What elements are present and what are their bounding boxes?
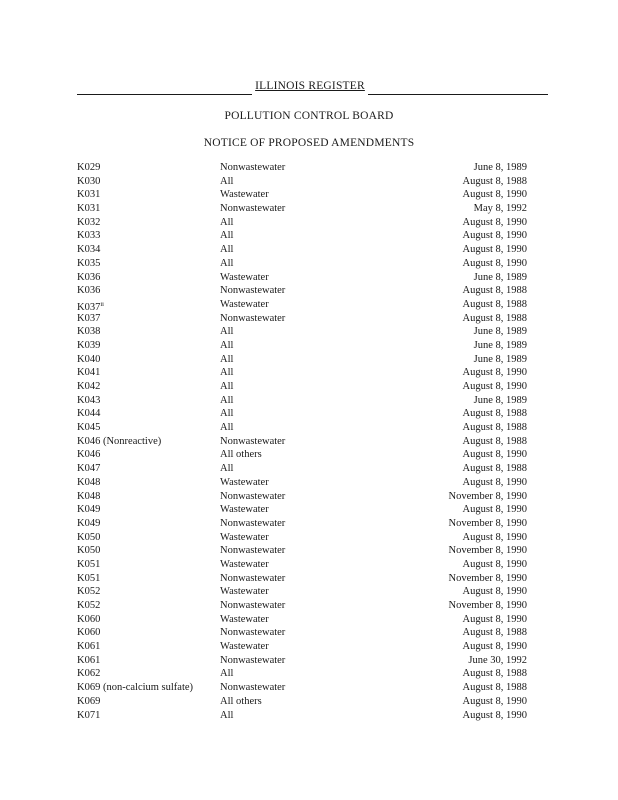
- waste-code: K033: [77, 230, 101, 242]
- waste-code: K041: [77, 367, 101, 379]
- waste-code: K071: [77, 709, 101, 721]
- waste-code: K069 (non-calcium sulfate): [77, 682, 194, 694]
- table-row: [77, 421, 527, 435]
- waste-type: Nonwastewater: [220, 285, 286, 297]
- table-row: [77, 709, 527, 723]
- waste-type: Nonwastewater: [220, 490, 286, 502]
- effective-date: June 30, 1992: [468, 654, 527, 666]
- waste-code: K045: [77, 422, 101, 434]
- table-row: [77, 339, 527, 353]
- waste-code: K040: [77, 353, 101, 365]
- effective-date: June 8, 1989: [473, 339, 527, 351]
- table-row: [77, 599, 527, 613]
- effective-date: June 8, 1989: [473, 326, 527, 338]
- effective-date: August 8, 1988: [462, 627, 527, 639]
- table-row: [77, 626, 527, 640]
- waste-type: All: [220, 353, 234, 365]
- register-title: ILLINOIS REGISTER: [255, 80, 365, 92]
- effective-date: August 8, 1990: [462, 367, 527, 379]
- waste-code: K061: [77, 641, 101, 653]
- table-row: [77, 462, 527, 476]
- table-row: [77, 407, 527, 421]
- effective-date: June 8, 1989: [473, 162, 527, 173]
- notice-title: NOTICE OF PROPOSED AMENDMENTS: [203, 137, 415, 149]
- waste-code: K051: [77, 558, 101, 570]
- effective-date: August 8, 1988: [462, 175, 527, 187]
- table-row: [77, 435, 527, 449]
- waste-type: All: [220, 339, 234, 351]
- effective-date: August 8, 1990: [462, 230, 527, 242]
- waste-type: Nonwastewater: [220, 312, 286, 324]
- effective-date: August 8, 1988: [462, 668, 527, 680]
- table-row: [77, 380, 527, 394]
- effective-date: August 8, 1988: [462, 285, 527, 297]
- waste-code: K030: [77, 175, 101, 187]
- table-row: [77, 613, 527, 627]
- waste-type: Wastewater: [220, 641, 269, 653]
- waste-code: K034: [77, 244, 101, 256]
- waste-type: All: [220, 175, 234, 187]
- table-row: [77, 476, 527, 490]
- effective-date: November 8, 1990: [448, 545, 527, 557]
- waste-type: All: [220, 367, 234, 379]
- effective-date: August 8, 1990: [462, 504, 527, 516]
- waste-type: Wastewater: [220, 531, 269, 543]
- waste-type: All: [220, 422, 234, 434]
- waste-type: All: [220, 381, 234, 392]
- table-row: [77, 667, 527, 681]
- header-rule-left: [77, 94, 252, 95]
- table-row: [77, 503, 527, 517]
- effective-date: August 8, 1990: [462, 531, 527, 543]
- table-row: [77, 448, 527, 462]
- waste-code: K046: [77, 449, 101, 461]
- waste-type: All others: [220, 695, 262, 707]
- table-row: [77, 243, 527, 257]
- effective-date: August 8, 1988: [462, 435, 527, 447]
- waste-code: K060: [77, 613, 101, 625]
- effective-date: August 8, 1988: [462, 682, 527, 694]
- waste-type: Nonwastewater: [220, 682, 286, 694]
- effective-date: August 8, 1988: [462, 422, 527, 434]
- waste-type: Wastewater: [220, 189, 269, 201]
- table-row: [77, 271, 527, 285]
- waste-type: All: [220, 408, 234, 420]
- waste-code: K031: [77, 189, 101, 201]
- waste-type: Nonwastewater: [220, 162, 286, 173]
- effective-date: November 8, 1990: [448, 490, 527, 502]
- effective-date: June 8, 1989: [473, 394, 527, 406]
- table-row: [77, 490, 527, 504]
- table-row: [77, 544, 527, 558]
- waste-type: Wastewater: [220, 613, 269, 625]
- waste-code: K069: [77, 695, 101, 707]
- effective-date: June 8, 1989: [473, 271, 527, 283]
- waste-code: K050: [77, 545, 101, 557]
- waste-code: K043: [77, 394, 101, 406]
- waste-code: K036: [77, 271, 101, 283]
- waste-code: K048: [77, 476, 101, 488]
- table-row: [77, 681, 527, 695]
- waste-code: K049: [77, 517, 101, 529]
- table-row: [77, 353, 527, 367]
- waste-code: K032: [77, 216, 101, 228]
- waste-code: K044: [77, 408, 101, 420]
- effective-date: August 8, 1988: [462, 463, 527, 475]
- table-row: [77, 695, 527, 709]
- effective-date: August 8, 1988: [462, 312, 527, 324]
- waste-type: All: [220, 394, 234, 406]
- waste-type: All others: [220, 449, 262, 461]
- effective-date: August 8, 1990: [462, 709, 527, 721]
- table-row: [77, 202, 527, 216]
- effective-date: August 8, 1990: [462, 613, 527, 625]
- waste-type: All: [220, 326, 234, 338]
- table-row: [77, 572, 527, 586]
- waste-code: K031: [77, 203, 101, 215]
- waste-type: Wastewater: [220, 558, 269, 570]
- waste-type: Nonwastewater: [220, 627, 286, 639]
- waste-type: Wastewater: [220, 476, 269, 488]
- waste-code: K050: [77, 531, 101, 543]
- table-row: [77, 161, 527, 175]
- waste-code: K049: [77, 504, 101, 516]
- table-row: [77, 517, 527, 531]
- table-row: [77, 558, 527, 572]
- effective-date: August 8, 1988: [462, 408, 527, 420]
- effective-date: August 8, 1990: [462, 586, 527, 598]
- effective-date: June 8, 1989: [473, 353, 527, 365]
- footnote-marker: ii: [100, 300, 104, 308]
- table-row: [77, 531, 527, 545]
- waste-code: K052: [77, 586, 101, 598]
- waste-type: Wastewater: [220, 586, 269, 598]
- waste-type: All: [220, 463, 234, 475]
- waste-code-table: [77, 161, 527, 722]
- waste-code: K046 (Nonreactive): [77, 435, 162, 447]
- waste-code: K042: [77, 381, 101, 392]
- waste-type: Nonwastewater: [220, 600, 286, 611]
- table-row: [77, 257, 527, 271]
- table-row: [77, 216, 527, 230]
- waste-code: K052: [77, 600, 101, 611]
- table-row: [77, 585, 527, 599]
- waste-code: K037: [77, 312, 101, 324]
- header-rule-right: [368, 94, 548, 95]
- effective-date: August 8, 1990: [462, 244, 527, 256]
- waste-type: All: [220, 216, 234, 228]
- effective-date: August 8, 1990: [462, 695, 527, 707]
- waste-type: All: [220, 230, 234, 242]
- effective-date: August 8, 1990: [462, 558, 527, 570]
- table-row: [77, 654, 527, 668]
- table-row: [77, 366, 527, 380]
- waste-type: All: [220, 709, 234, 721]
- table-row: [77, 175, 527, 189]
- table-row: [77, 312, 527, 326]
- waste-type: All: [220, 244, 234, 256]
- effective-date: November 8, 1990: [448, 572, 527, 584]
- waste-type: Nonwastewater: [220, 572, 286, 584]
- waste-code: K039: [77, 339, 101, 351]
- waste-type: Wastewater: [220, 504, 269, 516]
- effective-date: August 8, 1990: [462, 476, 527, 488]
- table-row: [77, 298, 527, 312]
- waste-type: Nonwastewater: [220, 517, 286, 529]
- waste-type: Wastewater: [220, 298, 269, 310]
- waste-code: K029: [77, 162, 101, 173]
- effective-date: May 8, 1992: [473, 203, 527, 215]
- waste-code: K048: [77, 490, 101, 502]
- table-row: [77, 188, 527, 202]
- effective-date: August 8, 1990: [462, 641, 527, 653]
- waste-code: K062: [77, 668, 101, 680]
- waste-code: K060: [77, 627, 101, 639]
- table-row: [77, 229, 527, 243]
- effective-date: August 8, 1990: [462, 381, 527, 392]
- effective-date: August 8, 1990: [462, 216, 527, 228]
- effective-date: August 8, 1990: [462, 449, 527, 461]
- table-row: [77, 284, 527, 298]
- table-row: [77, 394, 527, 408]
- effective-date: November 8, 1990: [448, 600, 527, 611]
- waste-type: All: [220, 257, 234, 269]
- waste-code: K037$^{ii}$: [77, 300, 104, 313]
- waste-code: K051: [77, 572, 101, 584]
- board-title: POLLUTION CONTROL BOARD: [224, 110, 394, 122]
- waste-type: Nonwastewater: [220, 203, 286, 215]
- waste-code: K036: [77, 285, 101, 297]
- waste-type: Nonwastewater: [220, 435, 286, 447]
- effective-date: November 8, 1990: [448, 517, 527, 529]
- waste-code: K047: [77, 463, 101, 475]
- effective-date: August 8, 1990: [462, 257, 527, 269]
- waste-type: Nonwastewater: [220, 654, 286, 666]
- effective-date: August 8, 1988: [462, 298, 527, 310]
- waste-code: K038: [77, 326, 101, 338]
- waste-code: K061: [77, 654, 101, 666]
- waste-code: K035: [77, 257, 101, 269]
- table-row: [77, 325, 527, 339]
- effective-date: August 8, 1990: [462, 189, 527, 201]
- waste-type: All: [220, 668, 234, 680]
- waste-type: Wastewater: [220, 271, 269, 283]
- waste-type: Nonwastewater: [220, 545, 286, 557]
- table-row: [77, 640, 527, 654]
